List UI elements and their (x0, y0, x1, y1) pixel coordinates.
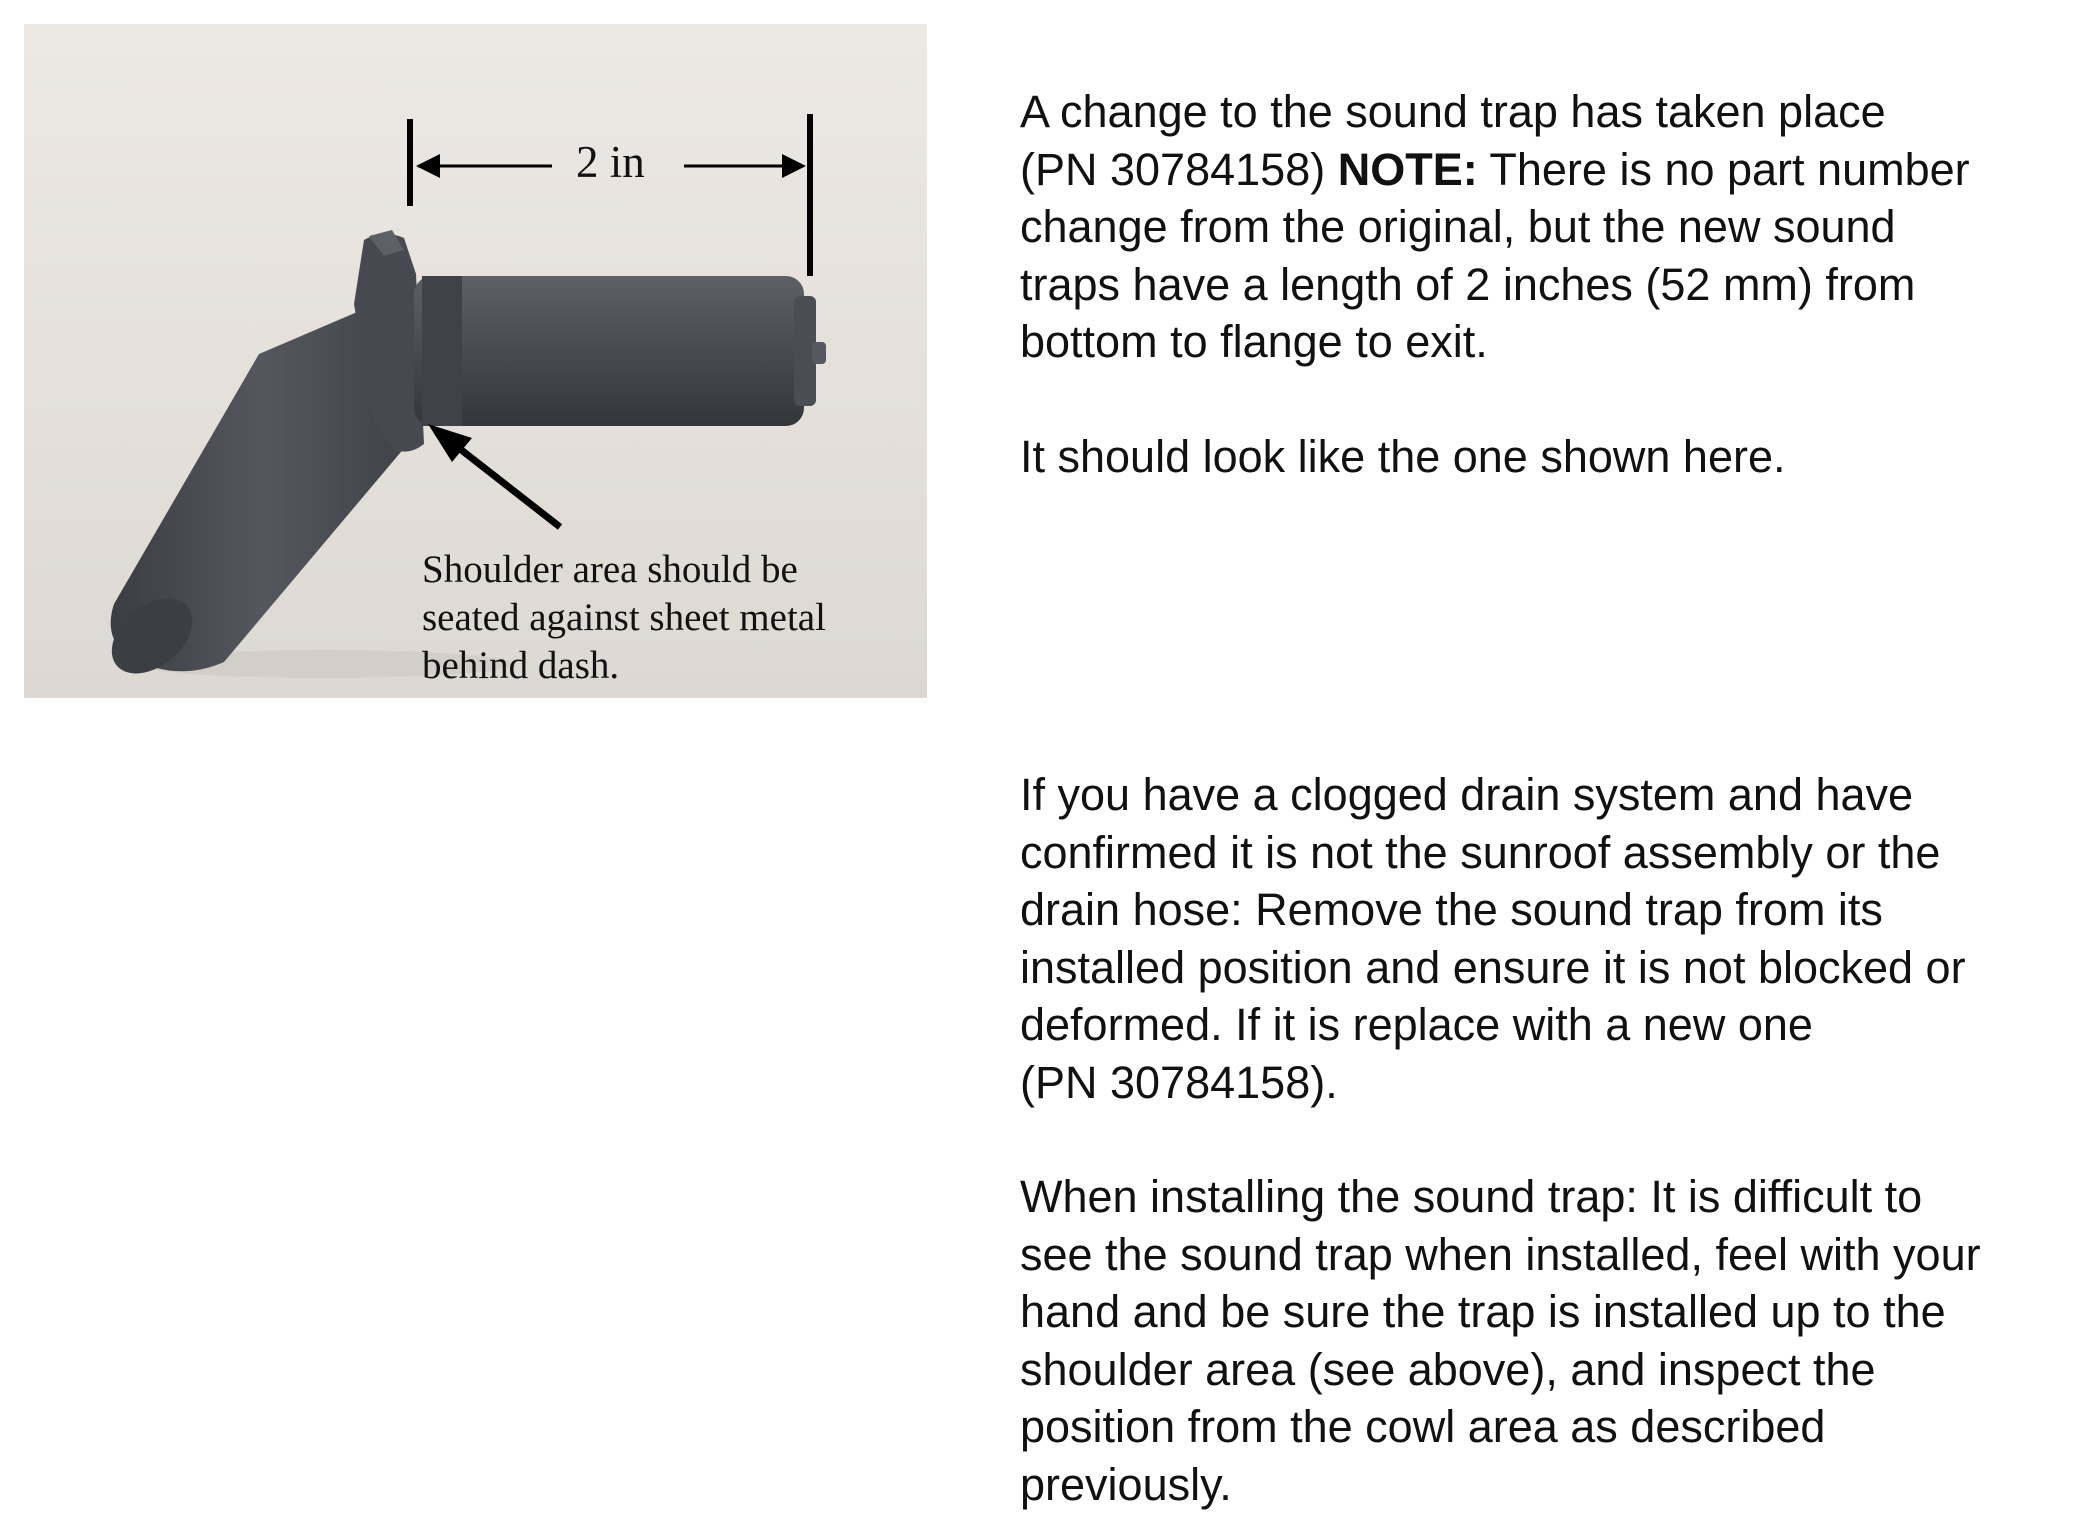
paragraph-line: bottom to flange to exit. (1020, 316, 1488, 368)
paragraph-line: confirmed it is not the sunroof assembly or the (1020, 826, 1941, 878)
caption-line: Shoulder area should be (422, 548, 798, 591)
photo-caption (422, 546, 826, 690)
paragraph-line: When installing the sound trap: It is difficult to (1020, 1171, 1923, 1222)
paragraph-line: shoulder area (see above), and inspect the (1020, 1343, 1876, 1395)
note-text: There is no part number (1477, 143, 1970, 195)
paragraph-sound-trap-change (1020, 83, 2094, 371)
paragraph-line: installed position and ensure it is not blocked or (1020, 941, 1966, 993)
paragraph-line-with-note (1020, 141, 2094, 199)
paragraph-line: previously. (1020, 1458, 1232, 1510)
sound-trap-photo (24, 24, 927, 698)
paragraph-line: see the sound trap when installed, feel with your (1020, 1228, 1981, 1280)
caption-line: behind dash. (422, 644, 620, 687)
paragraph-line: drain hose: Remove the sound trap from its (1020, 884, 1883, 936)
caption-line: seated against sheet metal (422, 596, 826, 639)
paragraph-line: (PN 30784158). (1020, 1056, 1338, 1108)
paragraph-look-like (1020, 428, 2094, 486)
note-label: NOTE: (1337, 143, 1478, 195)
paragraph-line: It should look like the one shown here. (1020, 431, 1786, 482)
paragraph-line: deformed. If it is replace with a new one (1020, 999, 1813, 1051)
paragraph-line: If you have a clogged drain system and have (1020, 769, 1914, 820)
paragraph-line: A change to the sound trap has taken place (1020, 86, 1886, 137)
paragraph-installing (1020, 1168, 2094, 1514)
paragraph-line: hand and be sure the trap is installed up to the (1020, 1286, 1946, 1338)
paragraph-line: position from the cowl area as described (1020, 1401, 1826, 1453)
paragraph-clogged-drain (1020, 766, 2094, 1112)
part-number-text: (PN 30784158) (1020, 143, 1338, 195)
paragraph-line: change from the original, but the new sound (1020, 201, 1896, 253)
dimension-label: 2 in (576, 137, 645, 187)
paragraph-line: traps have a length of 2 inches (52 mm) from (1020, 258, 1916, 310)
